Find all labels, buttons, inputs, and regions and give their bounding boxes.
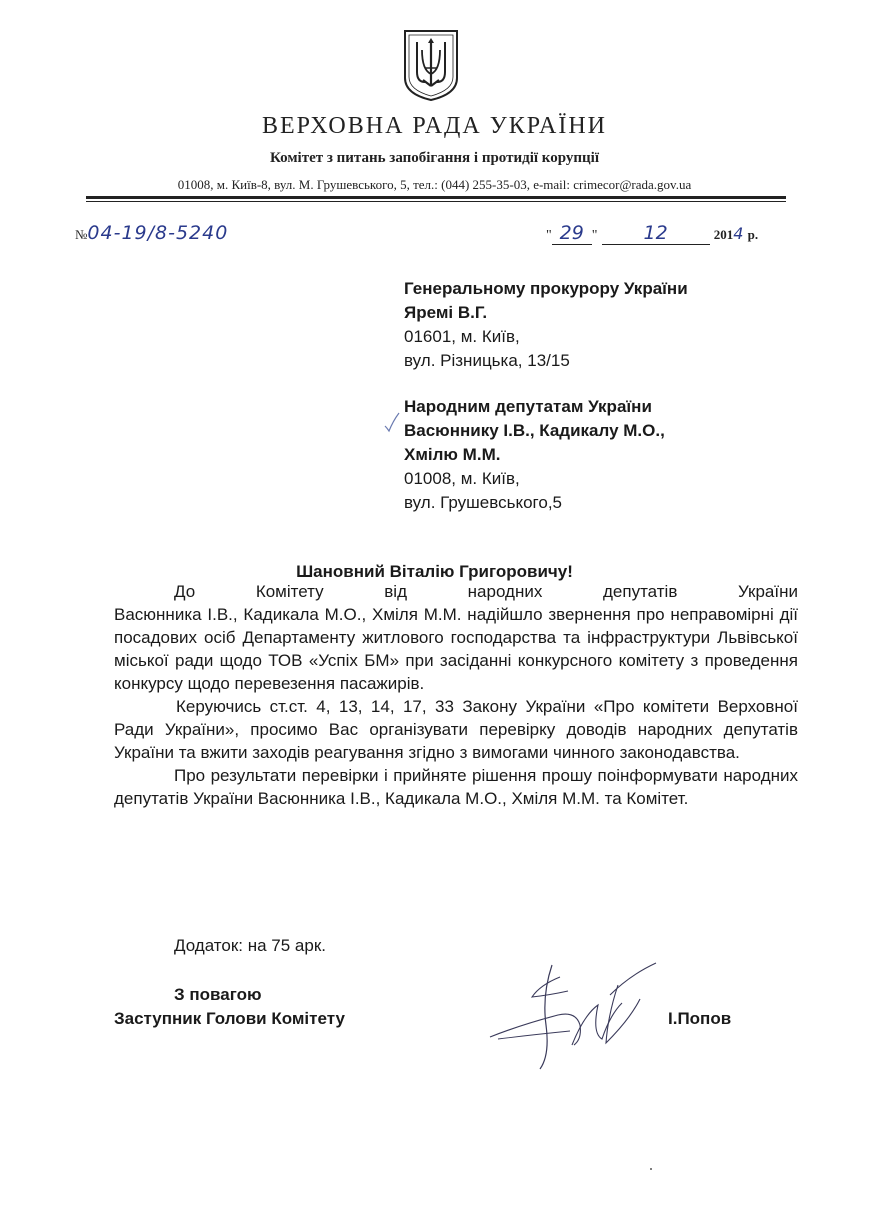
recipient-address-line: вул. Грушевського,5 xyxy=(404,493,562,512)
paragraph-first-line: До Комітету від народних депутатів України xyxy=(174,582,798,601)
closing-regards: З повагою xyxy=(174,985,262,1004)
body-paragraph-1 xyxy=(114,580,798,810)
paragraph-text: Васюнника І.В., Кадикала М.О., Хміля М.М. надійшло звернення про неправомірні дії посадових осіб Департаменту житлового господарства та інфраструктури Львівської міської ради щодо ТОВ «Успіх БМ» при засіданні конкурсного комітету з проведення конкурсу щодо перевезення пасажирів. xyxy=(114,605,798,693)
checkmark-icon xyxy=(383,411,401,433)
reference-number-value: 04-19/8-5240 xyxy=(87,222,229,244)
recipient-title-line: Народним депутатам України xyxy=(404,397,652,416)
header-rule-thin xyxy=(86,201,786,202)
header-rule-thick xyxy=(86,196,786,199)
signer-name: І.Попов xyxy=(668,1009,732,1028)
attachment-note: Додаток: на 75 арк. xyxy=(174,936,326,955)
date-year-suffix: 4 xyxy=(733,224,744,243)
date-day: 29 xyxy=(552,222,592,245)
body-paragraph-2: Керуючись ст.ст. 4, 13, 14, 17, 33 Закону України «Про комітети Верховної Ради України», просимо Вас організувати перевірку доводів народних депутатів України та вжити заходів реагування згідно з вимогами чинного законодавства. xyxy=(114,697,798,762)
recipient-title-line: Хмілю М.М. xyxy=(404,445,501,464)
recipient-deputies xyxy=(404,395,665,515)
recipient-title-line: Васюннику І.В., Кадикалу М.О., xyxy=(404,421,665,440)
letterhead-address: 01008, м. Київ-8, вул. М. Грушевського, 5, тел.: (044) 255-35-03, e-mail: crimecor@rada.gov.ua xyxy=(177,177,692,192)
date-year-prefix: 201 xyxy=(713,227,734,242)
reference-number xyxy=(75,222,228,244)
date-suffix: р. xyxy=(747,227,759,242)
reference-prefix: № xyxy=(75,227,88,242)
recipient-title-line: Яремі В.Г. xyxy=(404,303,488,322)
recipient-prosecutor xyxy=(404,277,688,373)
signer-position: Заступник Голови Комітету xyxy=(114,1009,345,1028)
recipient-address-line: 01008, м. Київ, xyxy=(404,469,520,488)
committee-name: Комітет з питань запобігання і протидії корупції xyxy=(269,150,599,166)
coat-of-arms-icon xyxy=(401,28,461,102)
stray-mark xyxy=(650,1168,652,1170)
handwritten-signature xyxy=(480,955,670,1075)
recipient-address-line: вул. Різницька, 13/15 xyxy=(404,351,570,370)
recipient-address-line: 01601, м. Київ, xyxy=(404,327,520,346)
date-month: 12 xyxy=(602,222,710,245)
body-paragraph-3: Про результати перевірки і прийняте рішення прошу поінформувати народних депутатів України Васюнника І.В., Кадикала М.О., Хміля М.М. та Комітет. xyxy=(114,766,798,808)
salutation: Шановний Віталію Григоровичу! xyxy=(296,562,573,581)
organization-name: ВЕРХОВНА РАДА УКРАЇНИ xyxy=(261,113,607,139)
recipient-title-line: Генеральному прокурору України xyxy=(404,279,688,298)
letter-date: " 29 " 12 2014 р. xyxy=(546,222,759,244)
